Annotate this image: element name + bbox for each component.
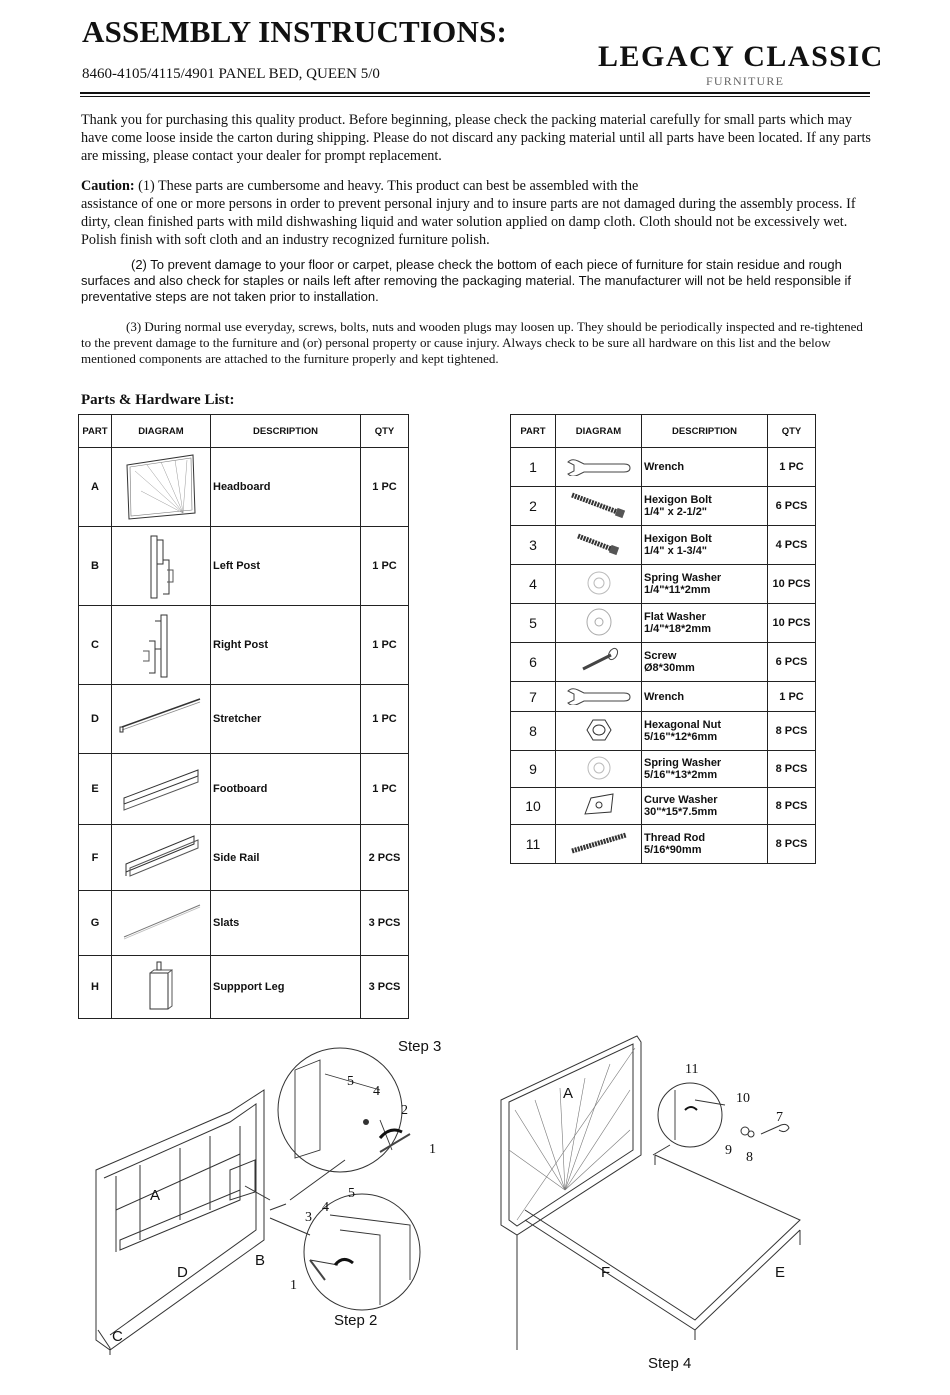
part-description: Suppport Leg (211, 956, 361, 1019)
hardware-name: Spring Washer (644, 757, 722, 769)
hardware-size: 5/16"*13*2mm (644, 769, 718, 781)
support-leg-diagram (112, 956, 211, 1019)
hardware-description (642, 712, 768, 751)
hardware-name: Wrench (644, 461, 685, 473)
hardware-size: 1/4"*18*2mm (644, 623, 711, 635)
caution-line1: (1) These parts are cumbersome and heavy. This product can best be assembled with the (138, 178, 639, 194)
callout-b: B (255, 1252, 266, 1269)
hardware-qty: 8 PCS (768, 712, 816, 751)
table-row (511, 825, 816, 864)
part-letter: A (79, 448, 112, 527)
table-row (511, 448, 816, 487)
table-row (79, 527, 409, 606)
caution-note-3: (3) During normal use everyday, screws, bolts, nuts and wooden plugs may loosen up. They should be periodically inspected and re-tightened to the prevent damage to the furniture and (or) personal property or cause injury. Always check to be sure all hardware on this list and the below mentioned components are attached to the furniture properly and kept tightened. (81, 319, 863, 366)
table-row (79, 685, 409, 754)
callout-1-bottom: 1 (290, 1278, 297, 1293)
left-post-diagram (112, 527, 211, 606)
hardware-name: Flat Washer (644, 611, 706, 623)
hardware-number: 5 (511, 604, 556, 643)
hardware-number: 7 (511, 682, 556, 712)
hardware-description (642, 643, 768, 682)
col-part: PART (511, 415, 556, 448)
thread-rod-icon (556, 825, 642, 864)
hardware-qty: 8 PCS (768, 825, 816, 864)
bed-frame-assembly-illustration (495, 1030, 825, 1360)
callout-10: 10 (736, 1091, 750, 1106)
parts-table (78, 414, 409, 1019)
caution-paragraph (81, 177, 871, 249)
col-qty: QTY (361, 415, 409, 448)
headboard-assembly-illustration (80, 1030, 500, 1360)
hardware-size: 1/4" x 2-1/2" (644, 506, 708, 518)
hardware-name: Spring Washer (644, 572, 722, 584)
hardware-number: 6 (511, 643, 556, 682)
caution-label: Caution: (81, 178, 135, 194)
hardware-description (642, 825, 768, 864)
caution-note-2: (2) To prevent damage to your floor or carpet, please check the bottom of each piece of furniture for stain residue and rough surfaces and also check for staples or nails left after removing the packaging material. The manufacturer will not be held responsible if preventative steps are not taken prior to installation. (81, 257, 852, 304)
col-description: DESCRIPTION (211, 415, 361, 448)
table-row (79, 825, 409, 891)
part-letter: B (79, 527, 112, 606)
part-description: Side Rail (211, 825, 361, 891)
hex-bolt-short-icon (556, 526, 642, 565)
wrench-icon (556, 448, 642, 487)
table-row (511, 643, 816, 682)
table-row (79, 606, 409, 685)
hardware-size: 1/4" x 1-3/4" (644, 545, 708, 557)
flat-washer-icon (556, 604, 642, 643)
brand-logo: LEGACY CLASSIC (598, 40, 884, 73)
hardware-qty: 8 PCS (768, 751, 816, 788)
hardware-size: 30"*15*7.5mm (644, 806, 718, 818)
spring-washer-icon (556, 565, 642, 604)
hardware-size: Ø8*30mm (644, 662, 695, 674)
part-letter: D (79, 685, 112, 754)
part-description: Headboard (211, 448, 361, 527)
step2-label: Step 2 (334, 1312, 378, 1329)
callout-4-bottom: 4 (322, 1200, 329, 1215)
callout-3: 3 (305, 1210, 312, 1225)
document-title: ASSEMBLY INSTRUCTIONS: (82, 14, 508, 49)
table-row (79, 891, 409, 956)
wrench-icon (556, 682, 642, 712)
slats-diagram (112, 891, 211, 956)
hardware-qty: 6 PCS (768, 487, 816, 526)
footboard-diagram (112, 754, 211, 825)
hardware-description (642, 604, 768, 643)
curve-washer-icon (556, 788, 642, 825)
table-row (511, 604, 816, 643)
hardware-qty: 1 PC (768, 448, 816, 487)
hardware-number: 1 (511, 448, 556, 487)
hardware-qty: 10 PCS (768, 604, 816, 643)
intro-paragraph: Thank you for purchasing this quality product. Before beginning, please check the packing material carefully for small parts which may have come loose inside the carton during shipping. Please do not discard any packing material until all parts have been located. If any parts are missing, please contact your dealer for prompt replacement. (81, 112, 871, 164)
part-description: Footboard (211, 754, 361, 825)
step3-label: Step 3 (398, 1038, 442, 1055)
callout-a-right: A (563, 1085, 574, 1102)
headboard-diagram (112, 448, 211, 527)
hardware-number: 9 (511, 751, 556, 788)
hardware-name: Hexigon Bolt (644, 533, 712, 545)
hardware-table (510, 414, 816, 864)
part-qty: 1 PC (361, 754, 409, 825)
hardware-description (642, 487, 768, 526)
table-row (511, 682, 816, 712)
parts-heading: Parts & Hardware List: (81, 392, 235, 408)
callout-a-left: A (150, 1187, 161, 1204)
table-row (511, 788, 816, 825)
spring-washer-icon (556, 751, 642, 788)
table-row (79, 956, 409, 1019)
hardware-size: 5/16"*12*6mm (644, 731, 718, 743)
part-letter: F (79, 825, 112, 891)
hardware-qty: 6 PCS (768, 643, 816, 682)
hex-nut-icon (556, 712, 642, 751)
hardware-number: 3 (511, 526, 556, 565)
hardware-description (642, 526, 768, 565)
hardware-description (642, 788, 768, 825)
part-letter: G (79, 891, 112, 956)
screw-icon (556, 643, 642, 682)
col-diagram: DIAGRAM (556, 415, 642, 448)
col-description: DESCRIPTION (642, 415, 768, 448)
product-subtitle: 8460-4105/4115/4901 PANEL BED, QUEEN 5/0 (82, 66, 380, 82)
hardware-qty: 8 PCS (768, 788, 816, 825)
part-qty: 3 PCS (361, 956, 409, 1019)
hardware-size: 5/16*90mm (644, 844, 702, 856)
table-row (79, 754, 409, 825)
caution-rest: assistance of one or more persons in order to prevent personal injury and to insure parts are not damaged during the assembly process. If dirty, clean finished parts with mild dishwashing liquid and water solution applied on damp cloth. Cloth should not be excessively wet. Polish finish with soft cloth and an industry recognized furniture polish. (81, 196, 856, 248)
hardware-name: Hexigon Bolt (644, 494, 712, 506)
part-letter: C (79, 606, 112, 685)
callout-9: 9 (725, 1143, 732, 1158)
hardware-qty: 10 PCS (768, 565, 816, 604)
callout-c: C (112, 1328, 123, 1345)
hardware-name: Curve Washer (644, 794, 718, 806)
part-description: Left Post (211, 527, 361, 606)
hardware-description (642, 682, 768, 712)
part-letter: H (79, 956, 112, 1019)
hex-bolt-long-icon (556, 487, 642, 526)
table-row (511, 487, 816, 526)
hardware-table-header (511, 415, 816, 448)
hardware-qty: 4 PCS (768, 526, 816, 565)
col-qty: QTY (768, 415, 816, 448)
hardware-number: 2 (511, 487, 556, 526)
hardware-description (642, 448, 768, 487)
callout-1-top: 1 (429, 1142, 436, 1157)
table-row (511, 526, 816, 565)
part-description: Slats (211, 891, 361, 956)
part-qty: 1 PC (361, 606, 409, 685)
hardware-number: 8 (511, 712, 556, 751)
callout-d: D (177, 1264, 188, 1281)
hardware-number: 4 (511, 565, 556, 604)
table-row (79, 448, 409, 527)
part-qty: 3 PCS (361, 891, 409, 956)
table-row (511, 712, 816, 751)
callout-8: 8 (746, 1150, 753, 1165)
side-rail-diagram (112, 825, 211, 891)
stretcher-diagram (112, 685, 211, 754)
step4-label: Step 4 (648, 1355, 692, 1372)
part-qty: 2 PCS (361, 825, 409, 891)
table-row (511, 565, 816, 604)
right-post-diagram (112, 606, 211, 685)
hardware-size: 1/4"*11*2mm (644, 584, 711, 596)
hardware-name: Wrench (644, 690, 685, 703)
callout-4-top: 4 (373, 1084, 380, 1099)
hardware-description (642, 565, 768, 604)
callout-f: F (601, 1264, 611, 1281)
hardware-number: 11 (511, 825, 556, 864)
brand-logo-sub: FURNITURE (706, 74, 785, 88)
hardware-name: Screw (644, 650, 677, 662)
hardware-name: Hexagonal Nut (644, 719, 722, 731)
header-rule-thin (80, 96, 870, 97)
part-qty: 1 PC (361, 448, 409, 527)
hardware-number: 10 (511, 788, 556, 825)
col-part: PART (79, 415, 112, 448)
callout-5-bottom: 5 (348, 1186, 355, 1201)
part-qty: 1 PC (361, 685, 409, 754)
part-qty: 1 PC (361, 527, 409, 606)
parts-table-header (79, 415, 409, 448)
callout-11: 11 (685, 1062, 699, 1077)
table-row (511, 751, 816, 788)
callout-2: 2 (401, 1103, 408, 1118)
hardware-qty: 1 PC (768, 682, 816, 712)
part-letter: E (79, 754, 112, 825)
callout-7: 7 (776, 1110, 783, 1125)
header-rule-thick (80, 92, 870, 94)
callout-e: E (775, 1264, 786, 1281)
part-description: Stretcher (211, 685, 361, 754)
hardware-description (642, 751, 768, 788)
callout-5-top: 5 (347, 1074, 354, 1089)
part-description: Right Post (211, 606, 361, 685)
col-diagram: DIAGRAM (112, 415, 211, 448)
hardware-name: Thread Rod (644, 832, 706, 844)
